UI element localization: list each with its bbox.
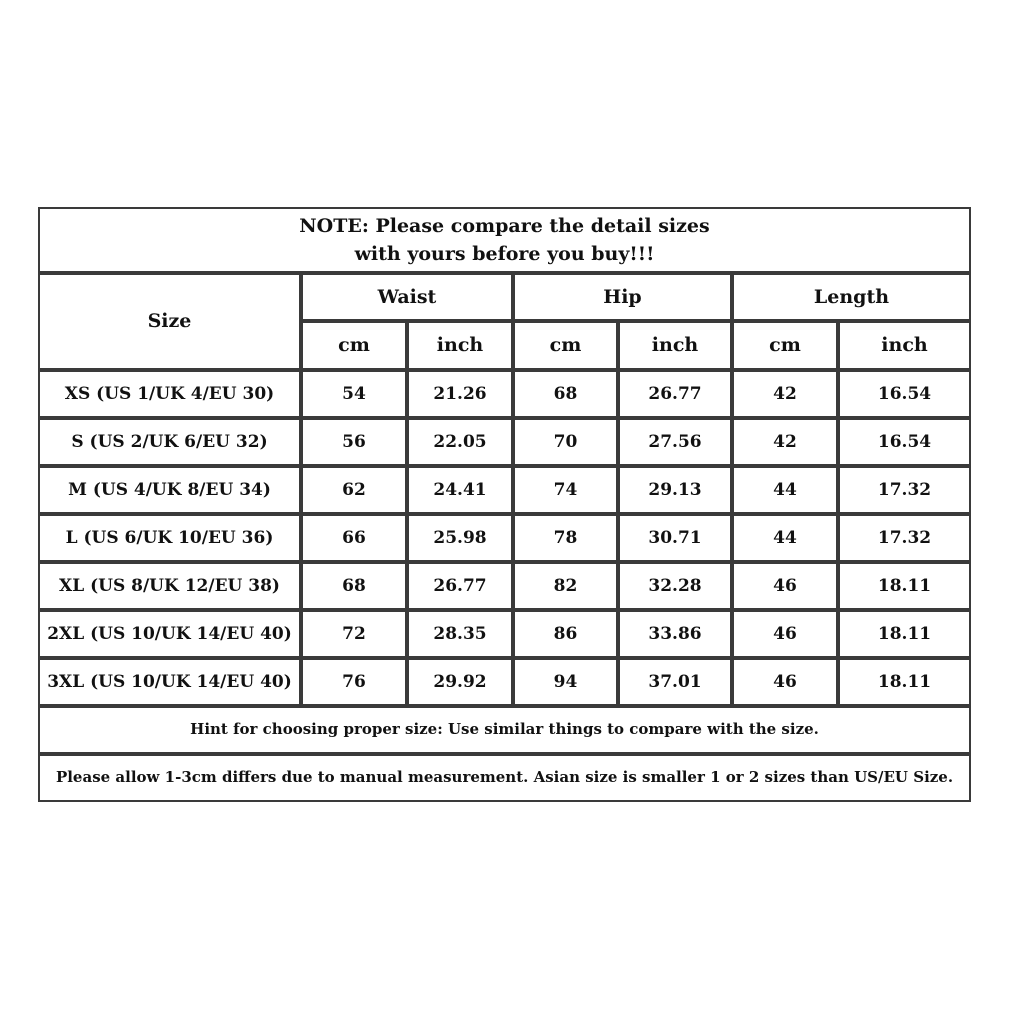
length-cm-cell: 46 [732,658,838,706]
size-cell: M (US 4/UK 8/EU 34) [38,466,301,514]
disclaimer-row: Please allow 1-3cm differs due to manual measurement. Asian size is smaller 1 or 2 sizes than US/EU Size. [38,754,971,802]
hip-cm-cell: 70 [513,418,618,466]
size-cell: XS (US 1/UK 4/EU 30) [38,370,301,418]
hip-cm-cell: 68 [513,370,618,418]
size-header: Size [38,273,301,370]
length-inch-cell: 17.32 [838,466,971,514]
waist-cm-cell: 76 [301,658,407,706]
hip-inch-cell: 37.01 [618,658,732,706]
hip-inch-cell: 29.13 [618,466,732,514]
unit-header: cm [301,321,407,370]
length-inch-cell: 18.11 [838,610,971,658]
size-cell: 3XL (US 10/UK 14/EU 40) [38,658,301,706]
hip-cm-cell: 78 [513,514,618,562]
unit-header: inch [407,321,513,370]
length-inch-cell: 18.11 [838,562,971,610]
hip-cm-cell: 82 [513,562,618,610]
length-cm-cell: 42 [732,370,838,418]
unit-header: cm [513,321,618,370]
note-line-1: NOTE: Please compare the detail sizes [299,215,710,237]
length-cm-cell: 46 [732,562,838,610]
unit-header: inch [838,321,971,370]
note-line-2: with yours before you buy!!! [354,243,655,265]
waist-inch-cell: 26.77 [407,562,513,610]
hint-row: Hint for choosing proper size: Use similar things to compare with the size. [38,706,971,754]
waist-cm-cell: 68 [301,562,407,610]
length-cm-cell: 44 [732,466,838,514]
size-cell: L (US 6/UK 10/EU 36) [38,514,301,562]
hip-header: Hip [513,273,732,321]
hip-inch-cell: 27.56 [618,418,732,466]
size-cell: 2XL (US 10/UK 14/EU 40) [38,610,301,658]
unit-header: cm [732,321,838,370]
waist-cm-cell: 72 [301,610,407,658]
waist-cm-cell: 62 [301,466,407,514]
hip-cm-cell: 86 [513,610,618,658]
waist-inch-cell: 29.92 [407,658,513,706]
waist-inch-cell: 28.35 [407,610,513,658]
waist-cm-cell: 54 [301,370,407,418]
waist-inch-cell: 24.41 [407,466,513,514]
length-cm-cell: 44 [732,514,838,562]
length-inch-cell: 18.11 [838,658,971,706]
size-cell: XL (US 8/UK 12/EU 38) [38,562,301,610]
hip-inch-cell: 30.71 [618,514,732,562]
hip-inch-cell: 26.77 [618,370,732,418]
length-inch-cell: 16.54 [838,418,971,466]
waist-cm-cell: 66 [301,514,407,562]
waist-inch-cell: 21.26 [407,370,513,418]
hip-inch-cell: 32.28 [618,562,732,610]
length-cm-cell: 46 [732,610,838,658]
length-inch-cell: 16.54 [838,370,971,418]
note-banner [38,207,971,273]
length-inch-cell: 17.32 [838,514,971,562]
waist-inch-cell: 25.98 [407,514,513,562]
waist-cm-cell: 56 [301,418,407,466]
size-cell: S (US 2/UK 6/EU 32) [38,418,301,466]
unit-header: inch [618,321,732,370]
hip-inch-cell: 33.86 [618,610,732,658]
waist-header: Waist [301,273,513,321]
waist-inch-cell: 22.05 [407,418,513,466]
length-header: Length [732,273,971,321]
hip-cm-cell: 94 [513,658,618,706]
length-cm-cell: 42 [732,418,838,466]
hip-cm-cell: 74 [513,466,618,514]
